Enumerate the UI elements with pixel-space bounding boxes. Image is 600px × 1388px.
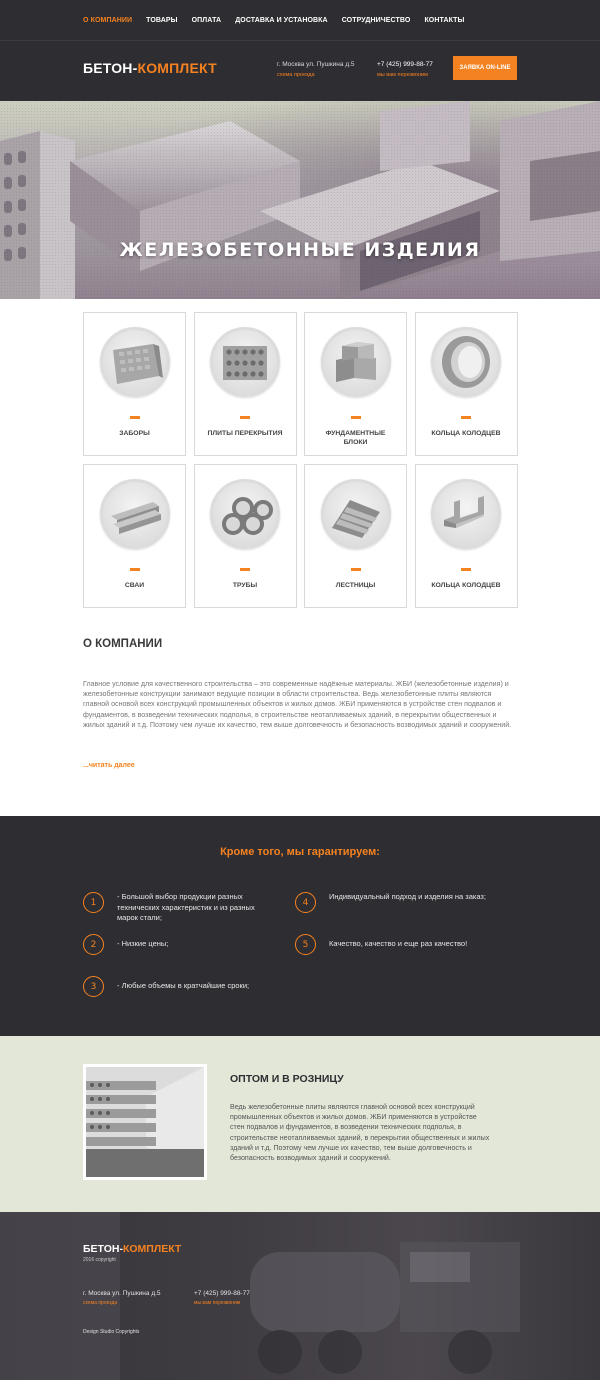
orange-divider <box>351 416 361 419</box>
phone-text: +7 (425) 999-88-77 <box>377 61 433 68</box>
product-card-stairs[interactable] <box>304 464 407 608</box>
orange-divider <box>461 568 471 571</box>
product-card-rings-2[interactable] <box>415 464 518 608</box>
guarantee-item <box>83 976 249 997</box>
well-ring-icon <box>431 327 501 397</box>
callback-link[interactable]: мы вам перезвоним <box>377 72 428 78</box>
orange-divider <box>130 416 140 419</box>
product-label: КОЛЬЦА КОЛОДЦЕВ <box>431 582 501 589</box>
product-label: ТРУБЫ <box>232 582 258 589</box>
nav-item-products[interactable]: ТОВАРЫ <box>146 16 178 24</box>
number-circle: 2 <box>83 934 104 955</box>
product-card-blocks[interactable] <box>304 312 407 456</box>
nav-item-contacts[interactable]: КОНТАКТЫ <box>424 16 465 24</box>
address-text: г. Москва ул. Пушкина д.5 <box>277 61 355 68</box>
orange-divider <box>351 568 361 571</box>
guarantee-item <box>83 934 168 955</box>
piles-icon <box>100 479 170 549</box>
product-label: ЛЕСТНИЦЫ <box>335 582 376 589</box>
guarantee-text: Индивидуальный подход и изделия на заказ; <box>329 892 486 901</box>
footer-logo[interactable] <box>83 1243 181 1255</box>
footer-studio-credit: Design Studio Copyrights <box>83 1329 140 1335</box>
wholesale-title: ОПТОМ И В РОЗНИЦУ <box>230 1073 344 1085</box>
footer-phone-text: +7 (425) 999-88-77 <box>194 1290 250 1297</box>
product-card-slabs[interactable] <box>194 312 297 456</box>
footer-logo-main: БЕТОН- <box>83 1243 123 1255</box>
guarantee-text: - Любые объемы в кратчайшие сроки; <box>117 981 250 990</box>
about-text: Главное условие для качественного строительства – это современные надёжные материалы. ЖБИ (железобетонные изделия) и железобетонные конструкции занимают ведущие позиции в области строительства. Ведь железобетонные плиты являются главной основой всех конструкций промышленных объектов и жилых домов. ЖБИ применяются в устройстве стен подвалов и фундаментов, в возведении технических подполья, в строительстве неотапливаемых зданий, в перекрытии общественных и жилых зданий и т.д. Поэтому чем лучше их качество, тем выше долговечность и безопасность возводимых зданий и сооружений. <box>83 680 512 729</box>
orange-divider <box>461 416 471 419</box>
number-circle: 3 <box>83 976 104 997</box>
nav-item-cooperation[interactable]: СОТРУДНИЧЕСТВО <box>341 16 411 24</box>
footer-directions-link[interactable]: схема проезда <box>83 1300 118 1306</box>
nav-item-about[interactable]: О КОМПАНИИ <box>83 16 133 24</box>
pipes-icon <box>210 479 280 549</box>
footer-address <box>83 1290 161 1306</box>
guarantee-text: - Большой выбор продукции разных технических характеристик и из разных марок стали; <box>117 892 255 922</box>
guarantee-text: Качество, качество и еще раз качество! <box>329 939 468 948</box>
about-title: О КОМПАНИИ <box>83 638 163 650</box>
footer-logo-accent: КОМПЛЕКТ <box>122 1243 182 1255</box>
number-circle: 4 <box>295 892 316 913</box>
logo-main-text: БЕТОН- <box>83 60 138 76</box>
guarantee-section <box>0 816 600 1036</box>
orange-divider <box>240 416 250 419</box>
orange-divider <box>130 568 140 571</box>
product-card-fences[interactable] <box>83 312 186 456</box>
hollow-slab-icon <box>210 327 280 397</box>
product-grid <box>83 312 517 608</box>
channel-tray-icon <box>431 479 501 549</box>
site-logo[interactable] <box>83 60 217 76</box>
top-navigation <box>0 0 600 41</box>
product-label: СВАИ <box>124 582 145 589</box>
number-circle: 5 <box>295 934 316 955</box>
site-header <box>0 41 600 101</box>
order-online-button[interactable]: ЗАЯВКА ON-LINE <box>453 56 517 80</box>
stairs-icon <box>321 479 391 549</box>
hero-banner <box>0 101 600 299</box>
logo-accent-text: КОМПЛЕКТ <box>137 60 217 76</box>
about-section <box>0 608 600 816</box>
footer-phone <box>194 1290 250 1306</box>
fence-panel-icon <box>100 327 170 397</box>
product-card-piles[interactable] <box>83 464 186 608</box>
hero-title: ЖЕЛЕЗОБЕТОННЫЕ ИЗДЕЛИЯ <box>119 239 481 261</box>
read-more-link[interactable]: ...читать далее <box>83 762 135 770</box>
product-label: ЗАБОРЫ <box>119 430 150 437</box>
site-footer <box>0 1212 600 1380</box>
product-card-pipes[interactable] <box>194 464 297 608</box>
wholesale-section <box>0 1036 600 1212</box>
product-label: ПЛИТЫ ПЕРЕКРЫТИЯ <box>207 430 283 437</box>
foundation-blocks-icon <box>321 327 391 397</box>
nav-item-delivery[interactable]: ДОСТАВКА И УСТАНОВКА <box>235 16 328 24</box>
product-card-rings[interactable] <box>415 312 518 456</box>
wholesale-text: Ведь железобетонные плиты являются главной основой всех конструкций промышленных объектов и жилых домов. ЖБИ применяются в устройстве стен подвалов и фундаментов, в возведении технических подполья, в строительстве неотапливаемых зданий, в перекрытии общественных и жилых зданий и т.д. Поэтому чем лучше их качество, тем выше долговечность и безопасность возводимых зданий и сооружений. <box>230 1103 490 1163</box>
product-label: КОЛЬЦА КОЛОДЦЕВ <box>431 430 501 437</box>
guarantee-item <box>295 892 489 913</box>
guarantee-item <box>83 892 283 924</box>
number-circle: 1 <box>83 892 104 913</box>
guarantee-text: - Низкие цены; <box>117 939 169 948</box>
directions-link[interactable]: схема проезда <box>277 72 315 78</box>
footer-address-text: г. Москва ул. Пушкина д.5 <box>83 1290 161 1297</box>
concrete-products-illustration <box>0 101 600 299</box>
header-phone <box>377 61 433 78</box>
product-label: ФУНДАМЕНТНЫЕ БЛОКИ <box>325 430 386 446</box>
header-address <box>277 61 355 78</box>
footer-copyright: 2016 copyright <box>83 1257 116 1263</box>
nav-item-payment[interactable]: ОПЛАТА <box>191 16 222 24</box>
guarantee-item <box>295 934 467 955</box>
footer-callback-link[interactable]: мы вам перезвоним <box>194 1300 241 1306</box>
orange-divider <box>240 568 250 571</box>
guarantee-title: Кроме того, мы гарантируем: <box>220 846 380 858</box>
warehouse-slabs-photo <box>83 1064 207 1180</box>
